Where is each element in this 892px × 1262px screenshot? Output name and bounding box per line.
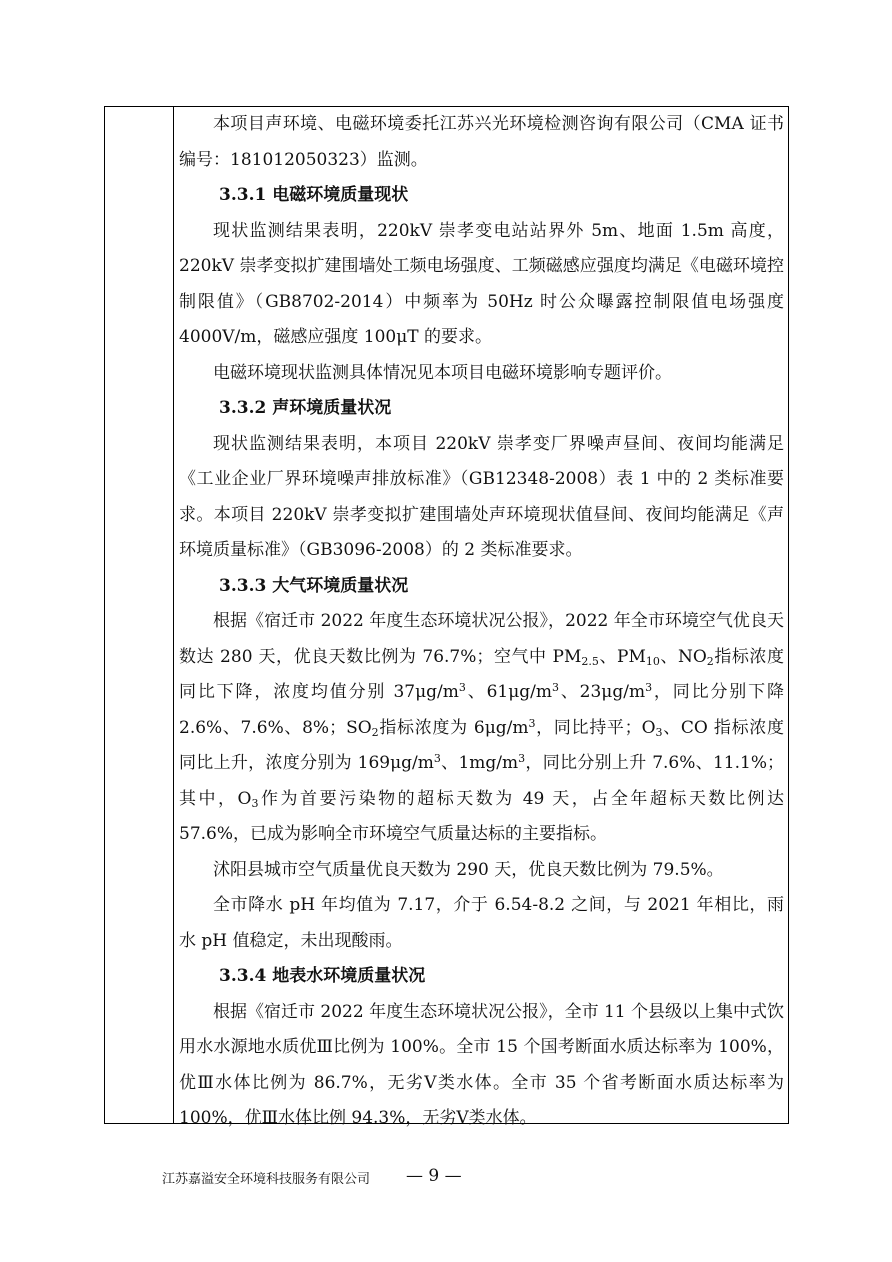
page-number: — 9 — bbox=[406, 1166, 462, 1186]
paragraph-331-reference: 电磁环境现状监测具体情况见本项目电磁环境影响专题评价。 bbox=[213, 362, 672, 383]
column-divider bbox=[173, 107, 174, 1123]
heading-3-3-4: 3.3.4 地表水环境质量状况 bbox=[219, 966, 426, 986]
heading-3-3-2: 3.3.2 声环境质量状况 bbox=[219, 398, 392, 418]
intro-paragraph: 本项目声环境、电磁环境委托江苏兴光环境检测咨询有限公司（CMA 证书编号：181012050323）监测。 bbox=[179, 114, 784, 170]
footer-company: 江苏嘉溢安全环境科技服务有限公司 bbox=[162, 1172, 371, 1187]
paragraph-334: 根据《宿迁市 2022 年度生态环境状况公报》，全市 11 个县级以上集中式饮用水水源地水质优Ⅲ比例为 100%。全市 15 个国考断面水质达标率为 100%，优Ⅲ水体比例为 86.7%，无劣Ⅴ类水体。全市 35 个省考断面水质达标率为 100%，优Ⅲ水体比例 94.3%，无劣Ⅴ类水体。 bbox=[179, 1001, 785, 1128]
heading-3-3-1: 3.3.1 电磁环境质量现状 bbox=[219, 185, 409, 205]
paragraph-331-results: 现状监测结果表明，220kV 崇孝变电站站界外 5m、地面 1.5m 高度，220kV 崇孝变拟扩建围墙处工频电场强度、工频磁感应强度均满足《电磁环境控制限值》（GB8702-2014）中频率为 50Hz 时公众曝露控制限值电场强度 4000V/m，磁感应强度 100μT 的要求。 bbox=[179, 220, 784, 347]
paragraph-333-air: 根据《宿迁市 2022 年度生态环境状况公报》，2022 年全市环境空气优良天数达 280 天，优良天数比例为 76.7%；空气中 $PM_{2.5}$、$PM_{10}$、$NO_2$指标浓度同比下降，浓度均值分别 $37\mu g/m^3$、$61\mu g/m^3$、$23\mu g/m^3$，同比分别下降 2.6%、7.6%、8%；$SO_2$指标浓度为 $6\mu g/m^3$，同比持平；$O_3$、CO 指标浓度同比上升，浓度分别为 $169\mu g/m^3$、$1mg/m^3$，同比分别上升 7.6%、11.1%；其中，$O_3$作为首要污染物的超标天数为 49 天，占全年超标天数比例达 57.6%，已成为影响全市环境空气质量达标的主要指标。 bbox=[179, 611, 784, 844]
paragraph-333-rain: 全市降水 pH 年均值为 7.17，介于 6.54-8.2 之间，与 2021 年相比，雨水 pH 值稳定，未出现酸雨。 bbox=[179, 895, 784, 951]
heading-3-3-3: 3.3.3 大气环境质量状况 bbox=[219, 575, 409, 596]
paragraph-332: 现状监测结果表明，本项目 220kV 崇孝变厂界噪声昼间、夜间均能满足《工业企业厂界环境噪声排放标准》（GB12348-2008）表 1 中的 2 类标准要求。本项目 220kV 崇孝变拟扩建围墙处声环境现状值昼间、夜间均能满足《声环境质量标准》（GB3096-2008）的 2 类标准要求。 bbox=[179, 433, 784, 560]
report-table bbox=[104, 106, 789, 1128]
table-content-cell bbox=[179, 107, 784, 1137]
paragraph-333-county: 沭阳县城市空气质量优良天数为 290 天，优良天数比例为 79.5%。 bbox=[213, 859, 724, 880]
page-footer bbox=[0, 1164, 892, 1194]
